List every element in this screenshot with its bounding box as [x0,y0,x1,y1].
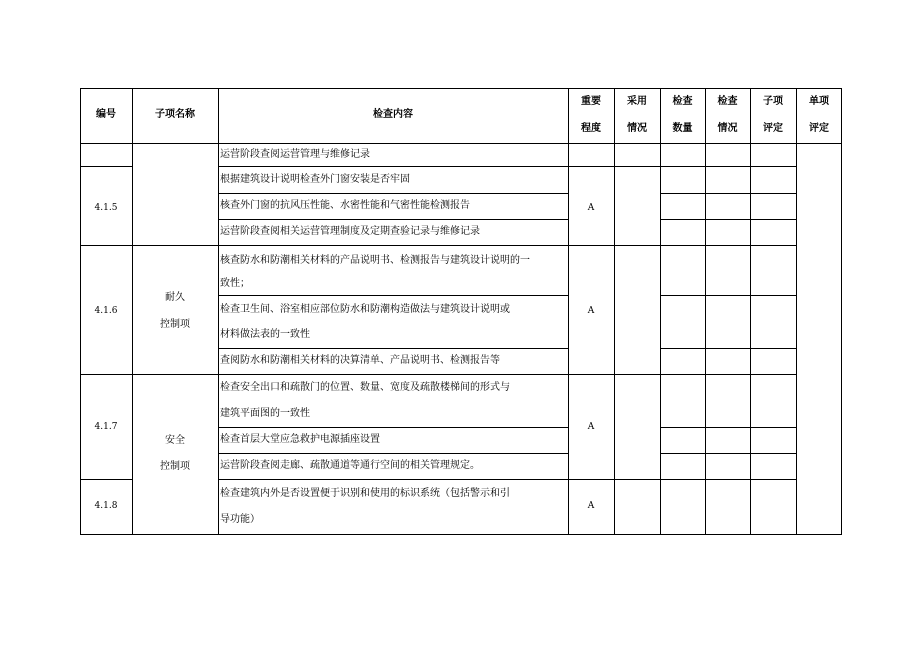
row417-importance: A [587,422,595,432]
row-line-a2 [218,166,796,167]
row-line-416b [218,348,568,349]
row416-content-4: 材料做法表的一致性 [220,329,310,340]
row415-content-3: 运营阶段查阅相关运营管理制度及定期查验记录与维修记录 [220,226,480,237]
row-line-417a-r [660,427,796,428]
col-line-8 [796,88,797,535]
table-border-top [80,88,842,89]
header-quantity-2: 数量 [672,123,693,134]
row416-content-3: 检查卫生间、浴室相应部位防水和防潮构造做法与建筑设计说明或 [220,304,510,315]
table-border-right [841,88,842,535]
row418-content-2: 导功能） [220,514,260,525]
row418-importance: A [587,501,595,511]
col-line-7 [750,88,751,535]
row-line-416a-r [660,295,796,296]
row-line-415a [218,193,568,194]
inspection-table [80,88,842,535]
row416-name-1: 耐久 [165,292,185,303]
row418-content-1: 检查建筑内外是否设置便于识别和使用的标识系统（包括警示和引 [220,488,510,499]
row-line-415a-r [660,193,796,194]
row416-content-2: 致性； [220,278,250,289]
row-line-416b-r [660,348,796,349]
row-number-416: 4.1.6 [94,306,118,316]
table-border-bottom [80,534,842,535]
row-line-415b-r [660,219,796,220]
row417-name-2: 控制项 [160,461,190,472]
header-number: 编号 [96,109,116,120]
row-number-417: 4.1.7 [94,422,118,432]
row-line-end-417b [218,479,796,480]
header-adoption-2: 情况 [627,123,647,134]
row-line-417a [218,427,568,428]
row416-importance: A [587,306,595,316]
row-line-417b [218,453,568,454]
row-line-415b [218,219,568,220]
header-content: 检查内容 [373,109,413,120]
header-importance-1: 重要 [581,96,601,107]
row-line-end-415 [80,245,796,246]
row417-content-3: 检查首层大堂应急救护电源插座设置 [220,434,380,445]
header-adoption-1: 采用 [627,96,647,107]
col-line-4 [614,88,615,535]
header-single-rating-1: 单项 [809,96,829,107]
col-line-2 [218,88,219,535]
header-divider [80,143,842,144]
row416-name-2: 控制项 [160,319,190,330]
header-importance-2: 程度 [581,123,601,134]
row-line-416a [218,295,568,296]
row415-content-2: 核查外门窗的抗风压性能、水密性能和气密性能检测报告 [220,200,470,211]
col-line-6 [705,88,706,535]
row-line-a [80,166,132,167]
row-line-end-417 [80,479,132,480]
row-number-415: 4.1.5 [94,203,118,213]
row-number-418: 4.1.8 [94,501,118,511]
row-line-417b-r [660,453,796,454]
row0-content: 运营阶段查阅运营管理与维修记录 [220,149,370,160]
row417-content-1: 检查安全出口和疏散门的位置、数量、宽度及疏散楼梯间的形式与 [220,382,510,393]
row416-content-5: 查阅防水和防潮相关材料的决算清单、产品说明书、检测报告等 [220,355,500,366]
header-single-rating-2: 评定 [809,123,829,134]
header-status-1: 检查 [717,96,738,107]
header-quantity-1: 检查 [672,96,693,107]
header-item-name: 子项名称 [155,109,195,120]
row417-content-2: 建筑平面图的一致性 [220,408,310,419]
row417-content-4: 运营阶段查阅走廊、疏散通道等通行空间的相关管理规定。 [220,460,480,471]
col-line-5 [660,88,661,535]
row417-name-1: 安全 [165,435,185,446]
header-item-rating-1: 子项 [763,96,783,107]
row415-content-1: 根据建筑设计说明检查外门窗安装是否牢固 [220,174,410,185]
row415-importance: A [587,203,595,213]
row-line-end-416 [80,374,796,375]
header-item-rating-2: 评定 [763,123,783,134]
row416-content-1: 核查防水和防潮相关材料的产品说明书、检测报告与建筑设计说明的一 [220,255,530,266]
header-status-2: 情况 [717,123,738,134]
